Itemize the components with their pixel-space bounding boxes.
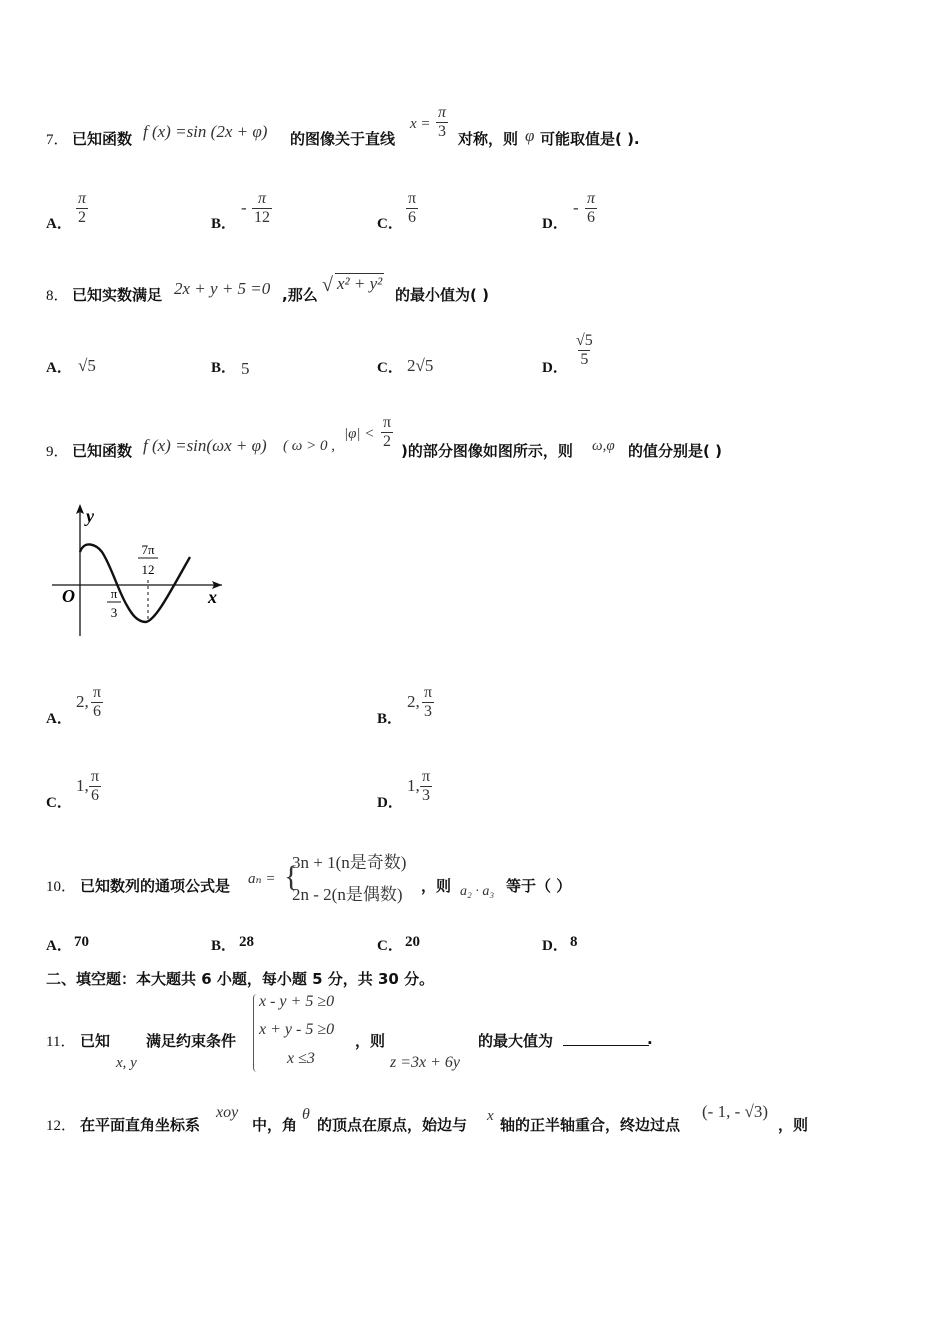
q9-number: 9． bbox=[46, 444, 69, 460]
q10-case-odd: 3n + 1(n是奇数) bbox=[292, 853, 407, 872]
q8-text3: 的最小值为( ) bbox=[395, 286, 489, 304]
tick-7pi-12-den: 12 bbox=[141, 562, 155, 577]
q7-option-b-den: 12 bbox=[254, 209, 270, 226]
q9-option-d-den: 3 bbox=[422, 787, 431, 804]
q10-option-d-label[interactable]: D． bbox=[542, 938, 568, 954]
q9-option-b-prefix: 2, bbox=[407, 692, 420, 711]
q8-option-c-value: 2√5 bbox=[407, 356, 434, 375]
q10-case-even: 2n - 2(n是偶数) bbox=[292, 885, 403, 904]
q7-option-d-fraction bbox=[585, 190, 597, 227]
q10-number: 10． bbox=[46, 879, 77, 895]
q11-target: z =3x + 6y bbox=[390, 1054, 461, 1071]
q7-option-c-fraction bbox=[406, 190, 418, 227]
section-fill-in-heading: 二、填空题：本大题共 6 小题，每小题 5 分，共 30 分。 bbox=[46, 970, 435, 988]
q10-option-d-value: 8 bbox=[570, 934, 578, 950]
q7-option-a-fraction bbox=[76, 190, 88, 227]
q7-option-d-num: π bbox=[587, 190, 596, 207]
q11-answer-blank[interactable] bbox=[563, 1033, 649, 1046]
q10-option-a-value: 70 bbox=[74, 934, 89, 950]
q9-cond-fraction bbox=[381, 414, 393, 451]
origin-label: O bbox=[62, 586, 75, 606]
q9-option-a-label[interactable]: A． bbox=[46, 711, 72, 727]
q11-number: 11． bbox=[46, 1034, 76, 1050]
q8-option-c-label[interactable]: C． bbox=[377, 360, 403, 376]
q8-option-d-fraction bbox=[574, 332, 595, 369]
q9-option-d-prefix: 1, bbox=[407, 776, 420, 795]
q7-option-c-label[interactable]: C． bbox=[377, 216, 403, 232]
q9-graph bbox=[44, 500, 234, 645]
q8-option-d-den: 5 bbox=[580, 351, 589, 368]
q10-text2: ，则 bbox=[421, 877, 452, 895]
q7-text3: 对称，则 bbox=[458, 130, 519, 148]
q11-constraint-2: x + y - 5 ≥0 bbox=[259, 1021, 335, 1038]
q7-function: f (x) =sin (2x + φ) bbox=[143, 122, 268, 141]
q9-function: f (x) =sin(ωx + φ) bbox=[143, 436, 267, 455]
q9-vars: ω,φ bbox=[592, 438, 615, 454]
q8-sqrt-sign: √ bbox=[322, 274, 333, 296]
q7-text1: 已知函数 bbox=[72, 130, 133, 148]
q12-text5: ，则 bbox=[778, 1116, 809, 1134]
q11-text3: ，则 bbox=[355, 1032, 386, 1050]
q12-theta: θ bbox=[302, 1106, 310, 1123]
q12-xoy: xoy bbox=[216, 1104, 239, 1121]
q7-line-num: π bbox=[438, 104, 447, 121]
q7-option-a-den: 2 bbox=[78, 209, 86, 226]
q8-option-d-num: √5 bbox=[576, 332, 593, 349]
q9-option-b-fraction bbox=[422, 684, 434, 721]
q9-cond-den: 2 bbox=[383, 433, 392, 450]
q12-text2: 中，角 bbox=[252, 1116, 298, 1134]
q7-option-b-fraction bbox=[252, 190, 272, 227]
q10-text3: 等于（ ） bbox=[506, 877, 572, 895]
q9-option-b-num: π bbox=[424, 684, 433, 701]
q7-line-lhs: x = bbox=[410, 116, 431, 132]
q8-option-a-label[interactable]: A． bbox=[46, 360, 72, 376]
q10-option-b-value: 28 bbox=[239, 934, 254, 950]
q10-option-c-label[interactable]: C． bbox=[377, 938, 403, 954]
q7-text4: 可能取值是( ). bbox=[540, 130, 640, 148]
q9-option-a-num: π bbox=[93, 684, 102, 701]
q11-constraint-3: x ≤3 bbox=[287, 1050, 315, 1067]
q9-cond-num: π bbox=[383, 414, 392, 431]
q9-option-a-prefix: 2, bbox=[76, 692, 89, 711]
q12-point: (- 1, - √3) bbox=[702, 1102, 768, 1121]
q7-line-den: 3 bbox=[438, 123, 446, 140]
q7-option-d-label[interactable]: D． bbox=[542, 216, 568, 232]
y-label: y bbox=[86, 506, 94, 526]
tick-7pi-12-num: 7π bbox=[141, 542, 155, 557]
q8-number: 8． bbox=[46, 288, 69, 304]
q11-constraint-1: x - y + 5 ≥0 bbox=[259, 993, 335, 1010]
q9-option-d-num: π bbox=[422, 768, 431, 785]
q8-text1: 已知实数满足 bbox=[72, 286, 163, 304]
q10-option-c-value: 20 bbox=[405, 934, 420, 950]
q9-option-b-label[interactable]: B． bbox=[377, 711, 403, 727]
q9-text2: )的部分图像如图所示，则 bbox=[401, 442, 573, 460]
q7-line-fraction bbox=[436, 104, 448, 141]
q9-option-c-label[interactable]: C． bbox=[46, 795, 72, 811]
q7-option-d-sign: - bbox=[573, 198, 579, 217]
q12-x: x bbox=[487, 1108, 494, 1124]
q10-option-a-label[interactable]: A． bbox=[46, 938, 72, 954]
q11-vars: x, y bbox=[116, 1055, 137, 1071]
q7-option-b-sign: - bbox=[241, 198, 247, 217]
q11-text4: 的最大值为 bbox=[478, 1032, 554, 1050]
q9-option-d-label[interactable]: D． bbox=[377, 795, 403, 811]
q9-option-a-fraction bbox=[91, 684, 103, 721]
q9-option-a-den: 6 bbox=[93, 703, 102, 720]
q7-option-b-num: π bbox=[257, 190, 266, 207]
q10-option-b-label[interactable]: B． bbox=[211, 938, 237, 954]
q12-text3: 的顶点在原点，始边与 bbox=[317, 1116, 468, 1134]
q8-sqrt-body: x² + y² bbox=[337, 274, 383, 293]
q9-cond2: |φ| < bbox=[344, 426, 375, 442]
q7-option-d-den: 6 bbox=[587, 209, 595, 226]
q12-text4: 轴的正半轴重合，终边过点 bbox=[500, 1116, 681, 1134]
q12-number: 12． bbox=[46, 1118, 77, 1134]
q9-option-c-num: π bbox=[91, 768, 100, 785]
q7-option-c-den: 6 bbox=[408, 209, 417, 226]
tick-pi-3-num: π bbox=[110, 586, 118, 601]
q7-option-a-num: π bbox=[78, 190, 87, 207]
x-label: x bbox=[208, 587, 217, 607]
q8-equation: 2x + y + 5 =0 bbox=[174, 279, 271, 298]
q11-text2: 满足约束条件 bbox=[146, 1032, 237, 1050]
q9-text1: 已知函数 bbox=[72, 442, 133, 460]
q9-text3: 的值分别是( ) bbox=[628, 442, 722, 460]
q12-text1: 在平面直角坐标系 bbox=[80, 1116, 201, 1134]
q11-end: . bbox=[647, 1030, 653, 1048]
q9-option-c-den: 6 bbox=[91, 787, 100, 804]
q8-option-d-label[interactable]: D． bbox=[542, 360, 568, 376]
q8-option-a-value: √5 bbox=[78, 356, 96, 375]
q9-cond1: ( ω > 0 , bbox=[283, 438, 335, 454]
q7-phi: φ bbox=[525, 126, 535, 145]
q7-text2: 的图像关于直线 bbox=[290, 130, 396, 148]
q7-option-b-label[interactable]: B． bbox=[211, 216, 237, 232]
q11-text1: 已知 bbox=[80, 1032, 111, 1050]
q9-option-b-den: 3 bbox=[424, 703, 433, 720]
q7-option-c-num: π bbox=[408, 190, 417, 207]
q8-text2: ,那么 bbox=[282, 286, 318, 304]
q9-option-c-fraction bbox=[89, 768, 101, 805]
q10-text1: 已知数列的通项公式是 bbox=[80, 877, 231, 895]
q9-option-d-fraction bbox=[420, 768, 432, 805]
q10-product: a₂ · a₃ bbox=[460, 884, 495, 899]
q8-option-b-value: 5 bbox=[241, 359, 250, 378]
sine-curve bbox=[80, 544, 190, 622]
tick-pi-3-den: 3 bbox=[110, 605, 118, 620]
q10-brace: { bbox=[284, 860, 299, 893]
q7-option-a-label[interactable]: A． bbox=[46, 216, 72, 232]
q7-number: 7． bbox=[46, 132, 69, 148]
q9-option-c-prefix: 1, bbox=[76, 776, 89, 795]
q10-an: aₙ = bbox=[248, 871, 276, 887]
q8-sqrt bbox=[334, 273, 384, 294]
q8-option-b-label[interactable]: B． bbox=[211, 360, 237, 376]
